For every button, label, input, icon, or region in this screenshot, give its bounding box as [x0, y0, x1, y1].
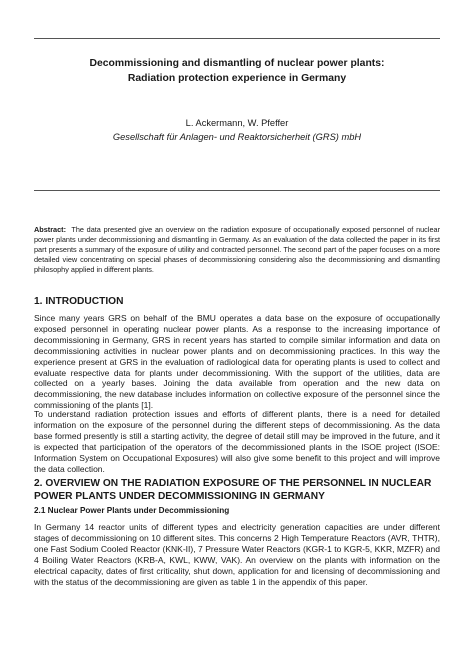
- title-line-1: Decommissioning and dismantling of nuclear power plants:: [89, 58, 385, 69]
- header-rule: [34, 190, 440, 191]
- section-2-heading-line-1: 2. OVERVIEW ON THE RADIATION EXPOSURE OF THE PERSONNEL IN NUCLEAR: [34, 478, 432, 489]
- abstract: [34, 225, 440, 275]
- top-rule: [34, 38, 440, 39]
- title-line-2: Radiation protection experience in Germany: [127, 72, 347, 84]
- paper-affiliation: Gesellschaft für Anlagen- und Reaktorsicherheit (GRS) mbH: [112, 132, 362, 142]
- paper-authors: L. Ackermann, W. Pfeffer: [185, 118, 289, 128]
- section-2-1-heading: 2.1 Nuclear Power Plants under Decommissioning: [34, 506, 230, 515]
- section-1-paragraph-1: Since many years GRS on behalf of the BMU operates a data base on the exposure of occupationally exposed personnel in operating nuclear power plants. As a response to the increasing importance of decommissioning in Germany, GRS in recent years has started to compile similar information and data on decommissioning activities in nuclear power plants and on decommissioning practices. In this way the experience present at GRS in the evaluation of radiological data for operating plants is used to collect and evaluate respective data for plants under decommissioning. With the support of the utilities, data are collected on a yearly bases. Joining the data available from operation and the new data on decommissioning, the new database includes information on collective exposure of the personnel since the commissioning of the plants [1].: [34, 313, 440, 411]
- section-1-heading: 1. INTRODUCTION: [34, 296, 124, 307]
- section-2-heading-line-2: POWER PLANTS UNDER DECOMMISSIONING IN GERMANY: [34, 490, 325, 502]
- abstract-text: The data presented give an overview on the radiation exposure of occupationally exposed personnel of nuclear power plants under decommissioning and dismantling in Germany. As an evaluation of the data collected the paper in its first part presents a summary of the exposure of utility and contracted personnel. The second part of the paper focuses on a more detailed view concentrating on special phases of decommissioning considering also the decommissioning and dismantling philosophy applied in different plants.: [34, 225, 440, 274]
- paper-title: [34, 57, 440, 86]
- section-1-paragraph-2: To understand radiation protection issues and efforts of different plants, there is a need for detailed information on the exposure of the personnel during the different steps of decommissioning. As the data base formed presently is still a starting activity, the degree of detail still may be improved in the future, and it is expected that participation of the operators of the decommissioned plants in the ISOE project (ISOE: Information System on Occupational Exposures) will also give some benefit to this project and will improve the data collection.: [34, 409, 440, 474]
- abstract-label: Abstract:: [34, 225, 67, 234]
- section-2-heading: [34, 478, 440, 503]
- section-2-1-paragraph-1: In Germany 14 reactor units of different types and electricity generation capacities are under different stages of decommissioning on 10 different sites. This concerns 2 High Temperature Reactors (AVR, THTR), one Fast Sodium Cooled Reactor (KNK-II), 7 Pressure Water Reactors (KGR-1 to KGR-5, KKR, MZFR) and 4 Boiling Water Reactors (KRB-A, KWL, KWW, VAK). An overview on the plants with information on the electrical capacity, dates of first criticality, shut down, application for and licensing of decommissioning and with the status of the decommissioning are given as table 1 in the appendix of this paper.: [34, 522, 440, 587]
